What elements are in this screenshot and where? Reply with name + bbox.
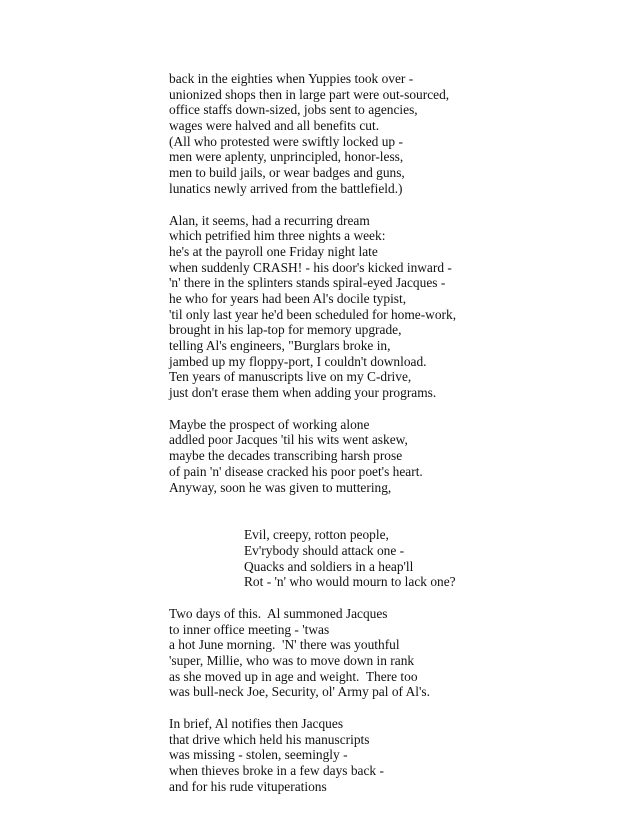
text-line: In brief, Al notifies then Jacques [169, 716, 344, 732]
text-line: back in the eighties when Yuppies took over - [169, 71, 414, 86]
text-line: Anyway, soon he was given to muttering, [169, 479, 392, 495]
text-line: he's at the payroll one Friday night late [169, 243, 378, 259]
text-line: 'n' there in the splinters stands spiral-eyed Jacques - [169, 275, 446, 291]
text-line: brought in his lap-top for memory upgrade, [169, 322, 402, 338]
text-line: Alan, it seems, had a recurring dream [169, 212, 370, 228]
text-line: a hot June morning. 'N' there was youthful [169, 637, 400, 653]
stanza-spacer [169, 197, 609, 213]
text-line: wages were halved and all benefits cut. [169, 118, 380, 134]
stanza-1 [169, 71, 609, 197]
text-line: and for his rude vituperations [169, 778, 327, 794]
text-line: when thieves broke in a few days back - [169, 763, 384, 779]
text-line: which petrified him three nights a week: [169, 228, 386, 244]
text-line: of pain 'n' disease cracked his poor poet's heart. [169, 463, 423, 479]
text-line: (All who protested were swiftly locked up - [169, 133, 403, 149]
text-line: office staffs down-sized, jobs sent to agencies, [169, 102, 418, 118]
text-line: 'til only last year he'd been scheduled for home-work, [169, 306, 457, 322]
text-line: when suddenly CRASH! - his door's kicked inward - [169, 259, 452, 275]
stanza-spacer [169, 700, 609, 716]
verse-line: Evil, creepy, rotton people, [244, 527, 389, 543]
text-line: addled poor Jacques 'til his wits went askew, [169, 432, 408, 448]
text-line: Ten years of manuscripts live on my C-drive, [169, 369, 412, 385]
verse-line: Rot - 'n' who would mourn to lack one? [244, 574, 456, 590]
text-line: to inner office meeting - 'twas [169, 621, 330, 637]
text-line: Maybe the prospect of working alone [169, 416, 370, 432]
text-line: that drive which held his manuscripts [169, 731, 370, 747]
text-line: telling Al's engineers, "Burglars broke in, [169, 338, 391, 353]
text-line: maybe the decades transcribing harsh prose [169, 448, 403, 464]
text-line: lunatics newly arrived from the battlefield.) [169, 180, 403, 196]
text-line: men were aplenty, unprincipled, honor-less, [169, 149, 404, 165]
stanza-5 [169, 716, 609, 794]
stanza-4 [169, 606, 609, 700]
stanza-spacer [169, 495, 609, 527]
verse-line: Quacks and soldiers in a heap'll [244, 558, 414, 574]
text-line: as she moved up in age and weight. There too [169, 668, 418, 684]
text-line: unionized shops then in large part were out-sourced, [169, 86, 450, 102]
stanza-3 [169, 417, 609, 495]
text-line: 'super, Millie, who was to move down in rank [169, 653, 415, 668]
text-line: he who for years had been Al's docile typist, [169, 290, 407, 306]
stanza-2 [169, 213, 609, 401]
text-line: was missing - stolen, seemingly - [169, 747, 348, 763]
text-line: was bull-neck Joe, Security, ol' Army pal of Al's. [169, 684, 430, 700]
indented-verse [169, 527, 609, 590]
verse-line: Ev'rybody should attack one - [244, 542, 405, 558]
poem-text [169, 71, 609, 795]
text-line: just don't erase them when adding your programs. [169, 385, 437, 401]
text-line: men to build jails, or wear badges and guns, [169, 165, 405, 181]
stanza-spacer [169, 401, 609, 417]
stanza-spacer [169, 590, 609, 606]
text-line: jambed up my floppy-port, I couldn't download. [169, 353, 427, 369]
text-line: Two days of this. Al summoned Jacques [169, 605, 388, 621]
